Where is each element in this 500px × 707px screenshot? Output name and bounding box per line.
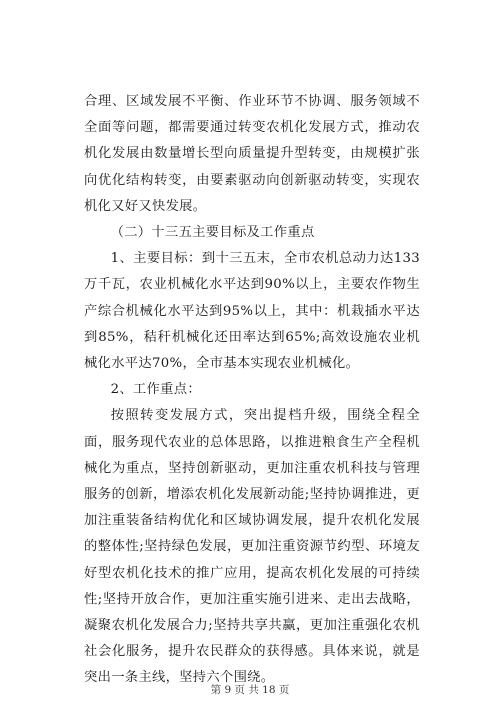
key-work-heading: 2、工作重点： — [110, 382, 201, 398]
paragraph-key-work: 按照转变发展方式，突出提档升级，围绕全程全面，服务现代农业的总体思路，以推进粮食生产全程机械化为重点，坚持创新驱动，更加注重农机科技与管理服务的创新，增添农机化发展新动能;坚持协调推进，更加注重装备结构优化和区域协调发展，提升农机化发展的整体性;坚持绿色发展，更加注重资源节约型、环境友好型农机化技术的推广应用，提高农机化发展的可持续性;坚持开放合作，更加注重实施引进来、走出去战略，凝聚农机化发展合力;坚持共享共赢，更加注重强化农机社会化服务，提升农民群众的获得感。具体来说，就是突出一条主线，坚持六个围绕。 — [84, 408, 420, 686]
paragraph-main-targets: 1、主要目标：到十三五末，全市农机总动力达133万千瓦，农业机械化水平达到90%以上，主要农作物生产综合机械化水平达到95%以上，其中：机栽插水平达到85%，秸秆机械化还田率达到65%;高效设施农业机械化水平达70%，全市基本实现农业机械化。 — [84, 251, 420, 372]
section-heading: （二）十三五主要目标及工作重点 — [110, 225, 315, 241]
document-body — [84, 89, 420, 692]
page-footer: 第 9 页 共 18 页 — [210, 684, 290, 696]
paragraph-continuation: 合理、区域发展不平衡、作业环节不协调、服务领域不全面等问题，都需要通过转变农机化发展方式，推动农机化发展由数量增长型向质量提升型转变，由规模扩张向优化结构转变，由要素驱动向创新驱动转变，实现农机化又好又快发展。 — [84, 94, 420, 214]
